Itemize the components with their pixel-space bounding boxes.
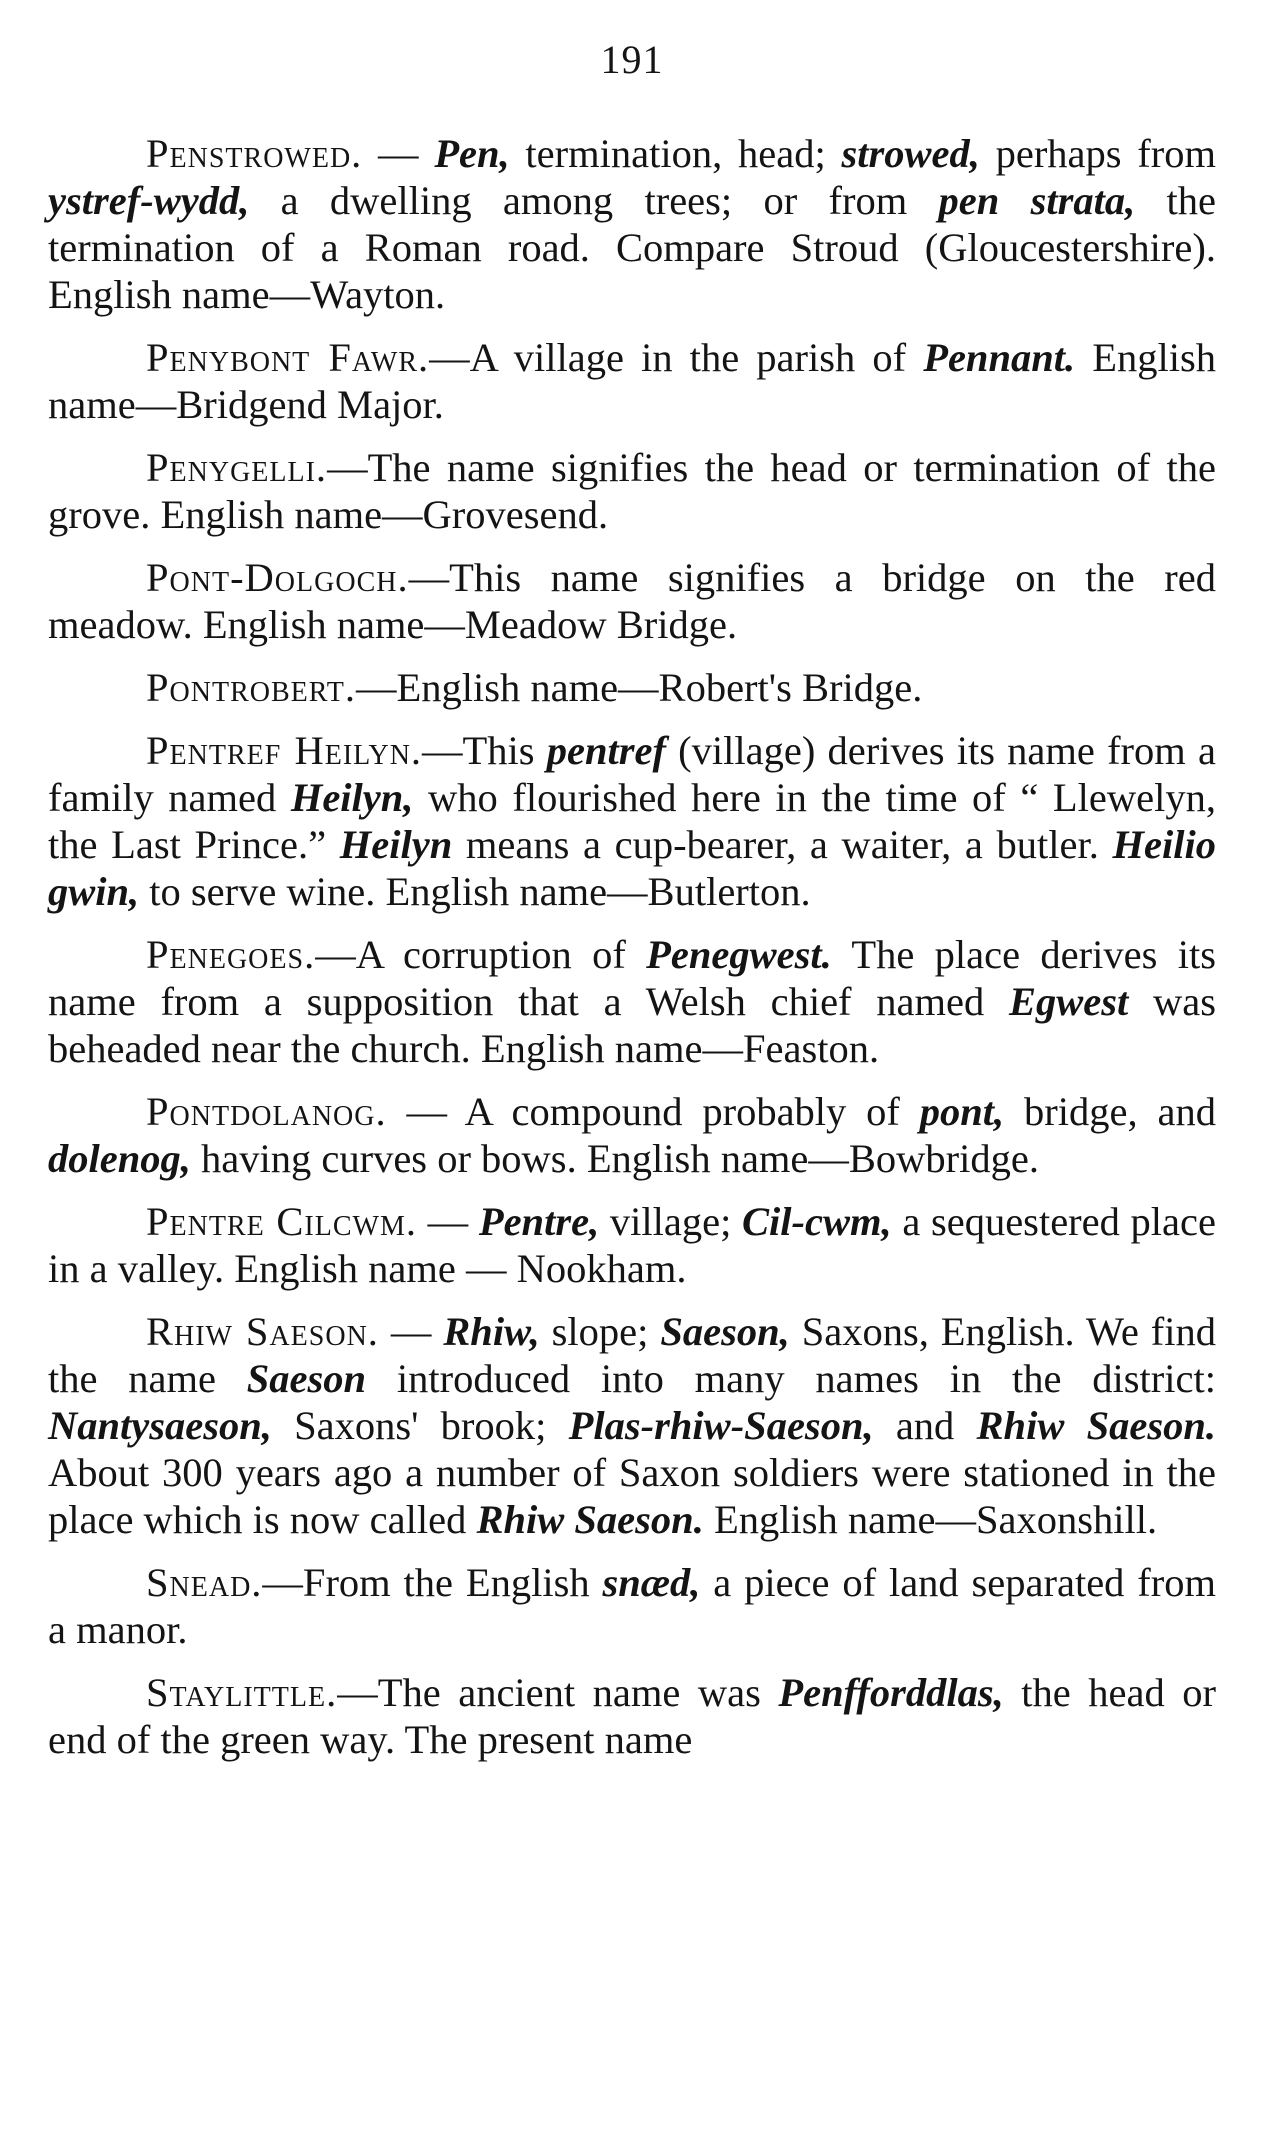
entry-text: — A compound probably of [386,1089,920,1134]
entry-text: About 300 years ago a number of Saxon soldiers were stationed in the place which is now called [48,1450,1216,1542]
entry-text: English name—Saxonshill. [703,1497,1158,1542]
italic-term: strowed, [841,131,980,176]
place-name-entry [48,334,1216,428]
entry-text: who flourished here in the time of “ Llewelyn, the Last Prince.” [48,775,1216,867]
italic-term: Heilyn, [290,775,414,820]
entry-headword: Penygelli. [146,445,328,490]
entry-text: having curves or bows. English name—Bowbridge. [190,1136,1039,1181]
entry-text: and [873,1403,977,1448]
entry-text: termination, head; [509,131,842,176]
entry-text: —The ancient name was [337,1670,779,1715]
italic-term: dolenog, [48,1136,191,1181]
entry-text: English name—Bridgend Major. [48,335,1216,427]
place-name-entry [48,727,1216,915]
italic-term: Pentre, [478,1199,600,1244]
entry-text: Saxons' brook; [271,1403,569,1448]
entry-headword: Pont-Dolgoch. [146,555,409,600]
entry-text: introduced into many names in the district: [366,1356,1216,1401]
italic-term: Penegwest. [646,932,832,977]
italic-term: Heilyn [339,822,453,867]
entry-text: The place derives its name from a supposition that a Welsh chief named [48,932,1216,1024]
entry-text: —From the English [262,1560,603,1605]
entry-text: a piece of land separated from a manor. [48,1560,1217,1652]
italic-term: Pen, [434,131,510,176]
entry-text: — [416,1199,479,1244]
entry-headword: Penybont Fawr. [146,335,430,380]
entry-headword: Rhiw Saeson. [146,1309,379,1354]
entry-text: means a cup-bearer, a waiter, a butler. [452,822,1113,867]
entry-headword: Penstrowed. [146,131,363,176]
entry-headword: Pentref Heilyn. [146,728,423,773]
italic-term: Saeson [246,1356,367,1401]
entry-text: to serve wine. English name—Butlerton. [139,869,811,914]
entry-text: the head or end of the green way. The present name [48,1670,1216,1762]
entry-headword: Snead. [146,1560,263,1605]
italic-term: Cil-cwm, [742,1199,892,1244]
entry-text: —This [422,728,547,773]
entry-headword: Staylittle. [146,1670,338,1715]
entry-text: a dwelling among trees; or from [249,178,939,223]
entry-text: was beheaded near the church. English name—Feaston. [48,979,1216,1071]
place-name-entry [48,931,1216,1072]
entry-text: a sequestered place in a valley. English name — Nookham. [48,1199,1216,1291]
entry-text: — [378,1309,444,1354]
entry-text: —English name—Robert's Bridge. [355,665,923,710]
entry-text: — [362,131,435,176]
place-name-entry [48,1308,1216,1543]
italic-term: pentref [546,728,666,773]
entry-text: bridge, and [1004,1089,1216,1134]
italic-term: Heilio gwin, [48,822,1216,914]
book-page [48,37,1217,1779]
italic-term: pen strata, [938,178,1136,223]
italic-term: Rhiw Saeson. [976,1403,1216,1448]
place-name-entry [48,554,1216,648]
entry-headword: Pontdolanog. [146,1089,387,1134]
entry-text: —This name signifies a bridge on the red meadow. English name—Meadow Bridge. [48,555,1216,647]
entry-text: —A village in the parish of [429,335,924,380]
italic-term: snæd, [602,1560,701,1605]
entry-list [48,130,1216,1763]
place-name-entry [48,1669,1216,1763]
italic-term: Rhiw Saeson. [476,1497,704,1542]
italic-term: Rhiw, [443,1309,540,1354]
place-name-entry [48,1198,1216,1292]
page-number: 191 [600,37,664,82]
entry-text: slope; [539,1309,661,1354]
place-name-entry [48,1088,1216,1182]
entry-headword: Penegoes. [146,932,316,977]
place-name-entry [48,664,1216,711]
entry-headword: Pentre Cilcwm. [146,1199,417,1244]
entry-text: the termination of a Roman road. Compare Stroud (Gloucestershire). English name—Wayton. [48,178,1216,317]
italic-term: Pennant. [923,335,1076,380]
entry-text: (village) derives its name from a family named [48,728,1216,820]
italic-term: Penfforddlas, [778,1670,1004,1715]
italic-term: Egwest [1008,979,1129,1024]
entry-text: Saxons, English. We find the name [48,1309,1217,1401]
italic-term: Plas-rhiw-Saeson, [568,1403,874,1448]
place-name-entry [48,130,1216,318]
italic-term: Saeson, [660,1309,790,1354]
entry-text: village; [599,1199,743,1244]
italic-term: Nantysaeson, [48,1403,272,1448]
italic-term: ystref-wydd, [48,178,250,223]
entry-text: —A corruption of [315,932,647,977]
place-name-entry [48,1559,1216,1653]
entry-text: —The name signifies the head or termination of the grove. English name—Grovesend. [48,445,1216,537]
entry-headword: Pontrobert. [146,665,356,710]
italic-term: pont, [919,1089,1005,1134]
place-name-entry [48,444,1216,538]
entry-text: perhaps from [979,131,1217,176]
